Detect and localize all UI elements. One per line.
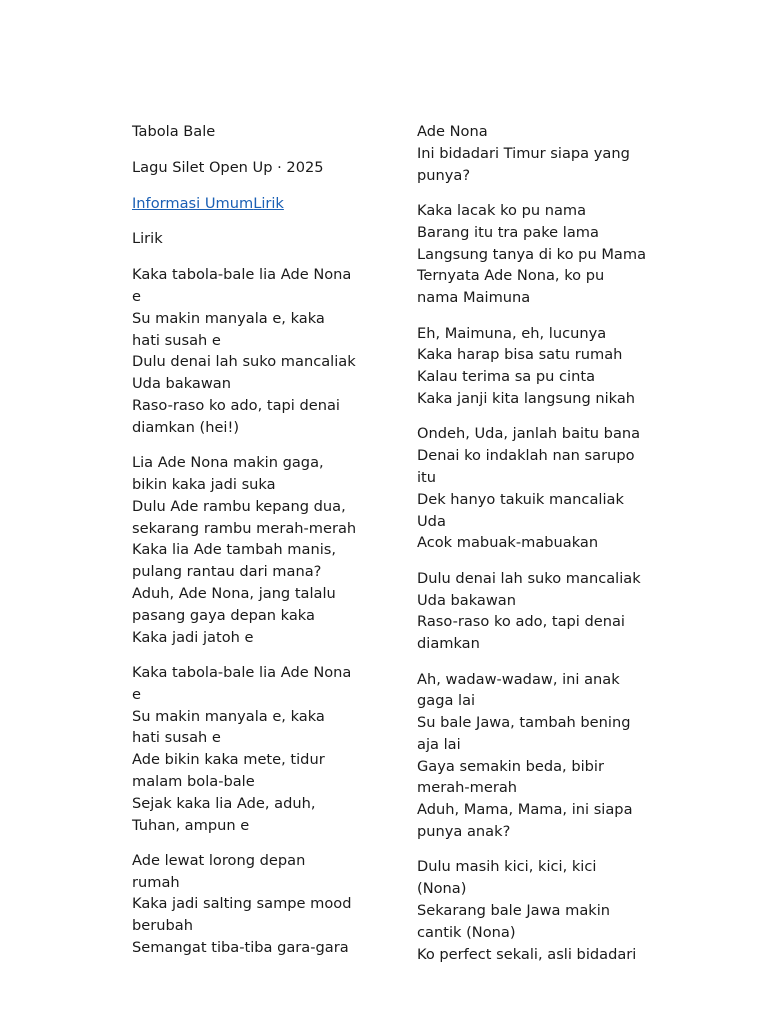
lyric-line: Ternyata Ade Nona, ko pu nama Maimuna	[417, 267, 605, 307]
lyric-line: Dulu masih kici, kici, kici (Nona)	[417, 858, 597, 898]
lyric-line: Barang itu tra pake lama	[417, 223, 599, 241]
lyric-line: Langsung tanya di ko pu Mama	[417, 245, 647, 263]
lyric-stanza	[417, 200, 647, 309]
lyric-line: Raso-raso ko ado, tapi denai diamkan (hei!)	[132, 396, 340, 436]
lyric-stanza	[132, 850, 357, 959]
nav-link-informasi-umum[interactable]: Informasi Umum	[132, 194, 254, 212]
lyric-line: Kaka lia Ade tambah manis, pulang rantau dari mana?	[132, 541, 337, 581]
lyric-line: Dulu denai lah suko mancaliak Uda bakawan	[417, 569, 641, 609]
lyric-line: Ondeh, Uda, janlah baitu bana	[417, 425, 641, 443]
lyric-line: Ade lewat lorong depan rumah	[132, 851, 306, 891]
lyrics-right-block	[417, 121, 647, 965]
lyric-line: Ko perfect sekali, asli bidadari	[417, 945, 637, 963]
lyric-line: Kaka tabola-bale lia Ade Nona e	[132, 266, 352, 305]
lyric-line: Kaka harap bisa satu rumah	[417, 346, 623, 364]
lyric-line: Ade bikin kaka mete, tidur malam bola-bale	[132, 751, 325, 790]
lyric-line: Kaka lacak ko pu nama	[417, 201, 587, 219]
left-column	[132, 121, 357, 972]
lyric-stanza	[417, 121, 647, 186]
nav-link-lirik[interactable]: Lirik	[253, 194, 284, 212]
lyric-stanza	[417, 669, 647, 843]
lyric-line: Kalau terima sa pu cinta	[417, 368, 596, 386]
lyric-line: Ini bidadari Timur siapa yang punya?	[417, 144, 630, 184]
section-heading: Lirik	[132, 230, 163, 248]
lyric-line: Kaka jadi jatoh e	[132, 628, 254, 646]
lyric-line: Eh, Maimuna, eh, lucunya	[417, 324, 607, 342]
lyric-line: Denai ko indaklah nan sarupo itu	[417, 447, 635, 486]
lyric-line: Dek hanyo takuik mancaliak Uda	[417, 490, 624, 530]
lyric-stanza	[132, 264, 357, 438]
lyric-stanza	[417, 323, 647, 410]
lyric-line: Su makin manyala e, kaka hati susah e	[132, 707, 325, 747]
lyric-stanza	[132, 662, 357, 836]
lyric-line: Sekarang bale Jawa makin cantik (Nona)	[417, 902, 611, 941]
lyric-line: Dulu Ade rambu kepang dua, sekarang rambu merah-merah	[132, 497, 357, 537]
lyric-line: Kaka tabola-bale lia Ade Nona e	[132, 663, 352, 703]
lyric-stanza	[417, 423, 647, 554]
lyric-stanza	[132, 452, 357, 648]
lyric-line: Kaka jadi salting sampe mood berubah	[132, 895, 352, 935]
lyric-line: Aduh, Mama, Mama, ini siapa punya anak?	[417, 801, 633, 841]
lyric-line: Lia Ade Nona makin gaga, bikin kaka jadi suka	[132, 454, 324, 493]
lyric-line: Sejak kaka lia Ade, aduh, Tuhan, ampun e	[132, 794, 316, 834]
lyric-line: Ade Nona	[417, 123, 488, 140]
lyric-line: Su bale Jawa, tambah bening aja lai	[417, 714, 631, 753]
lyric-line: Acok mabuak-mabuakan	[417, 534, 599, 552]
right-column	[417, 121, 647, 979]
lyric-line: Gaya semakin beda, bibir merah-merah	[417, 757, 604, 797]
song-subtitle: Lagu Silet Open Up · 2025	[132, 158, 324, 176]
lyric-line: Ah, wadaw-wadaw, ini anak gaga lai	[417, 670, 620, 710]
lyric-line: Aduh, Ade Nona, jang talalu pasang gaya depan kaka	[132, 584, 336, 624]
section-nav	[132, 193, 357, 215]
song-title: Tabola Bale	[132, 123, 216, 140]
lyric-stanza	[417, 856, 647, 965]
lyric-line: Semangat tiba-tiba gara-gara	[132, 939, 349, 957]
lyric-stanza	[417, 568, 647, 655]
lyric-line: Kaka janji kita langsung nikah	[417, 389, 636, 407]
lyric-line: Dulu denai lah suko mancaliak Uda bakawan	[132, 353, 356, 393]
lyric-line: Raso-raso ko ado, tapi denai diamkan	[417, 613, 625, 653]
lyric-line: Su makin manyala e, kaka hati susah e	[132, 309, 325, 349]
lyrics-left-block	[132, 264, 357, 959]
